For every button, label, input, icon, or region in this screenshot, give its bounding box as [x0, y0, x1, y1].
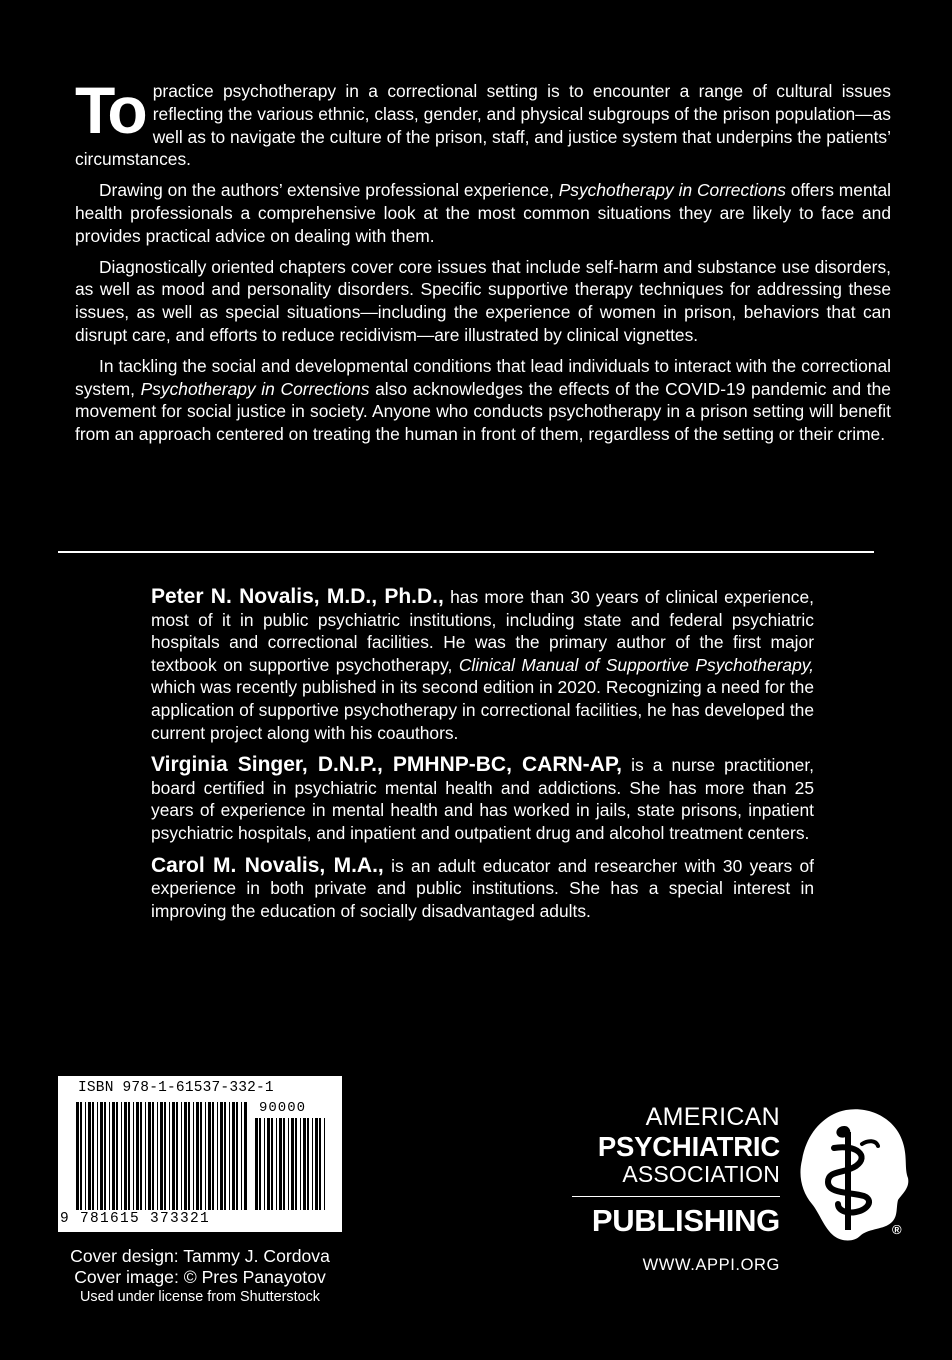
barcode-bar — [220, 1102, 223, 1210]
publisher-line-american: AMERICAN — [645, 1103, 780, 1131]
author-bio-text: has more than 30 years of clinical experience, most of it in public psychiatric institutions, including state and federal psychiatric hospitals and correctional facilities. He was the primary author of the first major textbook on supportive psychotherapy, — [151, 587, 814, 675]
barcode-bar — [196, 1102, 199, 1210]
barcode-bar — [181, 1102, 182, 1210]
barcode-bar — [283, 1118, 285, 1210]
credit-design: Cover design: Tammy J. Cordova — [70, 1246, 330, 1266]
barcode-bar — [324, 1118, 325, 1210]
back-cover-blurb — [75, 73, 891, 454]
barcode-bar — [241, 1102, 242, 1210]
barcode-bar — [259, 1118, 261, 1210]
publisher-line-publishing: PUBLISHING — [591, 1203, 780, 1238]
cover-credits — [58, 1246, 342, 1306]
barcode-bar — [300, 1118, 301, 1210]
barcode-bar — [152, 1102, 154, 1210]
publisher-line-psychiatric: PSYCHIATRIC — [597, 1131, 780, 1162]
barcode-bar — [212, 1102, 214, 1210]
barcode-bar — [315, 1118, 318, 1210]
barcode-bar — [208, 1102, 211, 1210]
barcode-bar — [279, 1118, 282, 1210]
barcode-main-bars — [76, 1102, 248, 1210]
barcode-bar — [232, 1102, 235, 1210]
barcode-bar — [295, 1118, 297, 1210]
barcode-bar — [136, 1102, 139, 1210]
author-bios — [151, 586, 814, 932]
price-code: 90000 — [259, 1100, 307, 1116]
barcode-bar — [205, 1102, 206, 1210]
book-title-italic: Psychotherapy in Corrections — [558, 180, 786, 201]
publisher-rule — [572, 1196, 780, 1197]
barcode-bar — [188, 1102, 190, 1210]
barcode-bar — [133, 1102, 134, 1210]
drop-cap: To — [75, 73, 145, 147]
barcode-bar — [121, 1102, 122, 1210]
blurb-text-2a: Drawing on the authors’ extensive professional experience, — [99, 180, 559, 201]
barcode-bar — [145, 1102, 146, 1210]
blurb-text-1: practice psychotherapy in a correctional setting is to encounter a range of cultural issues reflecting the various ethnic, class, gender, and physical subgroups of the prison population—as well as to navigate the culture of the prison, staff, and justice system that underpins the patients’ circumstances. — [75, 81, 891, 170]
barcode-bar — [288, 1118, 289, 1210]
barcode-bar — [176, 1102, 178, 1210]
barcode-bar — [76, 1102, 79, 1210]
barcode-bar — [140, 1102, 142, 1210]
author-name: Peter N. Novalis, M.D., Ph.D., — [151, 585, 444, 608]
author-bio — [151, 586, 814, 744]
barcode-addon-bars — [255, 1118, 325, 1210]
barcode-digits: 9 781615 373321 — [60, 1211, 211, 1227]
blurb-paragraph-1 — [75, 73, 891, 171]
blurb-paragraph-2 — [75, 179, 891, 247]
author-bio-text: is a nurse practitioner, board certified in psychiatric mental health and addictions. She has more than 25 years of experience in mental health and has worked in jails, state prisons, inpatient psychiatric hospitals, and inpatient and outpatient drug and alcohol treatment centers. — [151, 755, 814, 843]
barcode-bar — [112, 1102, 115, 1210]
barcode-bar — [264, 1118, 265, 1210]
registered-mark: ® — [892, 1222, 902, 1237]
author-bio-text: which was recently published in its second edition in 2020. Recognizing a need for the application of supportive psychotherapy in correctional facilities, he has developed the current project along with his coauthors. — [151, 677, 814, 743]
barcode-bar — [193, 1102, 194, 1210]
section-divider — [58, 551, 874, 553]
barcode-bar — [244, 1102, 247, 1210]
barcode-bar — [157, 1102, 158, 1210]
author-bio-text: is an adult educator and researcher with 30 years of experience in both private and public institutions. She has a special interest in improving the education of socially disadvantaged adults. — [151, 855, 814, 921]
publisher-line-association: ASSOCIATION — [622, 1161, 780, 1187]
barcode-bar — [92, 1102, 94, 1210]
barcode-bar — [104, 1102, 106, 1210]
barcode-bar — [169, 1102, 170, 1210]
barcode-bar — [291, 1118, 294, 1210]
blurb-text-4a: In tackling the social and developmental conditions that lead individuals to interact with the correctional system, — [75, 355, 891, 399]
blurb-paragraph-4 — [75, 355, 891, 446]
publisher-name — [572, 1104, 780, 1187]
barcode-bar — [97, 1102, 98, 1210]
barcode-bar — [319, 1118, 321, 1210]
barcode-bar — [267, 1118, 270, 1210]
barcode-bar — [307, 1118, 309, 1210]
author-name: Carol M. Novalis, M.A., — [151, 853, 384, 877]
barcode-bar — [184, 1102, 187, 1210]
barcode-bar — [236, 1102, 238, 1210]
barcode-bar — [312, 1118, 313, 1210]
barcode-bar — [128, 1102, 130, 1210]
isbn-barcode — [58, 1076, 342, 1232]
barcode-bar — [200, 1102, 202, 1210]
barcode-bar — [109, 1102, 110, 1210]
barcode-bar — [229, 1102, 230, 1210]
barcode-bar — [271, 1118, 273, 1210]
barcode-bar — [88, 1102, 91, 1210]
blurb-text-2b: offers mental health professionals a comprehensive look at the most common situations they are likely to face and provides practical advice on dealing with them. — [75, 180, 891, 246]
author-bio-title: Clinical Manual of Supportive Psychotherapy, — [458, 654, 814, 675]
barcode-bar — [164, 1102, 166, 1210]
barcode-bar — [148, 1102, 151, 1210]
credit-image: Cover image: © Pres Panayotov — [74, 1267, 326, 1287]
barcode-bar — [160, 1102, 163, 1210]
credit-license: Used under license from Shutterstock — [80, 1289, 320, 1305]
blurb-paragraph-3 — [75, 256, 891, 347]
barcode-bar — [217, 1102, 218, 1210]
barcode-bar — [224, 1102, 226, 1210]
barcode-bar — [303, 1118, 306, 1210]
barcode-bar — [80, 1102, 82, 1210]
blurb-text-4b: also acknowledges the effects of the COVID-19 pandemic and the movement for social justice in society. Anyone who conducts psychotherapy in a prison setting will benefit from an approach centered on treating the human in front of them, regardless of the setting or their crime. — [75, 378, 891, 445]
author-bio — [151, 754, 814, 844]
blurb-text-3: Diagnostically oriented chapters cover core issues that include self-harm and substance use disorders, as well as mood and personality disorders. Specific supportive therapy techniques for addressing these issues, as well as special situations—including the experience of women in prison, behaviors that can disrupt care, and efforts to reduce recidivism—are illustrated by clinical vignettes. — [75, 256, 891, 345]
barcode-bar — [85, 1102, 86, 1210]
author-bio — [151, 855, 814, 923]
publisher-website: WWW.APPI.ORG — [642, 1256, 780, 1274]
barcode-bar — [124, 1102, 127, 1210]
author-name: Virginia Singer, D.N.P., PMHNP-BC, CARN-AP, — [151, 753, 622, 777]
barcode-bar — [100, 1102, 103, 1210]
barcode-bar — [255, 1118, 258, 1210]
barcode-bar — [172, 1102, 175, 1210]
barcode-bar — [276, 1118, 277, 1210]
isbn-label: ISBN 978-1-61537-332-1 — [78, 1080, 274, 1096]
barcode-bar — [116, 1102, 118, 1210]
book-title-italic: Psychotherapy in Corrections — [140, 378, 370, 399]
